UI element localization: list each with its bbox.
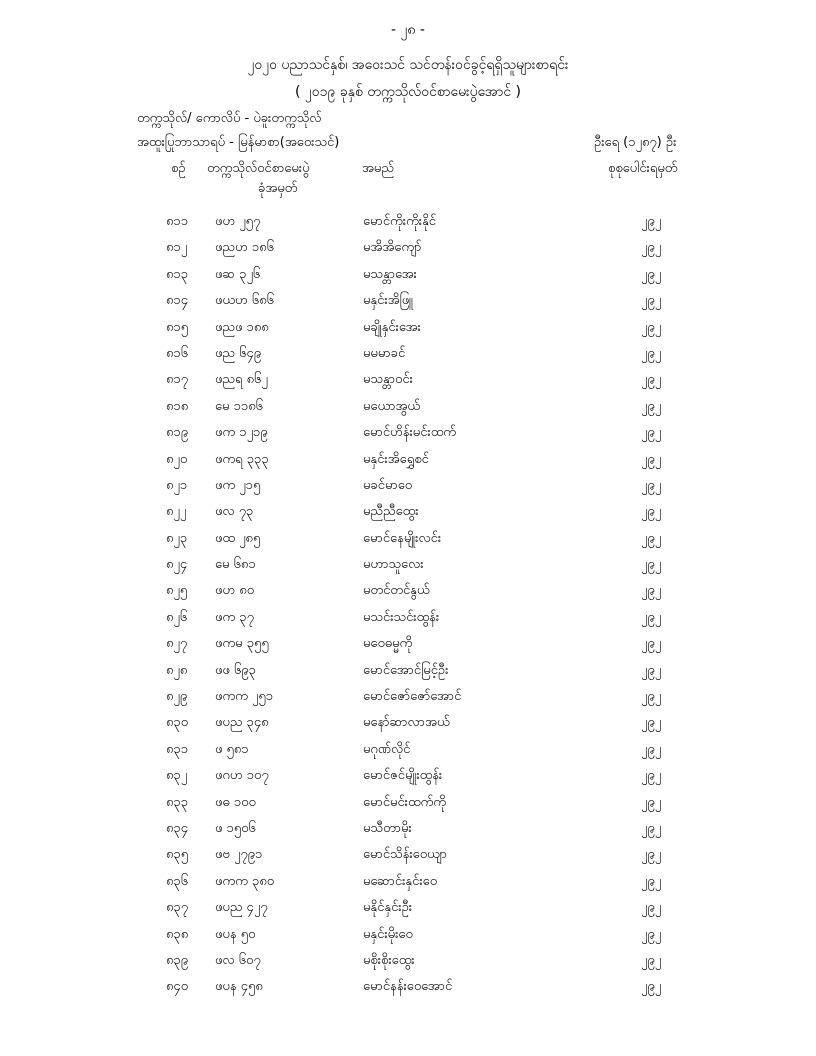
name-cell: မနော်ဆာလာအယ် bbox=[363, 715, 450, 731]
table-row bbox=[0, 949, 816, 975]
table-row bbox=[0, 764, 816, 790]
name-cell: မနိုင်နှင်းဦး bbox=[363, 900, 413, 916]
serial-cell: ၈၁၁ bbox=[166, 214, 189, 229]
total-marks-cell: ၂၉၂ bbox=[641, 266, 662, 282]
total-marks-cell: ၂၉၂ bbox=[641, 293, 662, 309]
roll-number-cell: ဖ ၅၈၁ bbox=[215, 741, 249, 757]
serial-cell: ၈၃၃ bbox=[166, 794, 189, 810]
name-cell: မညီညီထွေး bbox=[363, 504, 419, 520]
serial-cell: ၈၂၉ bbox=[166, 689, 188, 705]
table-row bbox=[0, 896, 816, 922]
table-row bbox=[0, 342, 816, 368]
roll-number-cell: ဖလ ၇၃ bbox=[215, 504, 254, 520]
serial-cell: ၈၁၅ bbox=[166, 319, 189, 335]
table-row bbox=[0, 975, 816, 1001]
table-row bbox=[0, 817, 816, 843]
total-marks-cell: ၂၉၂ bbox=[641, 926, 662, 942]
total-marks-cell: ၂၉၂ bbox=[641, 372, 662, 388]
serial-cell: ၈၁၃ bbox=[166, 266, 189, 282]
roll-number-cell: ဖညရ ၈၆၂ bbox=[215, 372, 268, 388]
roll-number-cell: ဖပန ၄၅၈ bbox=[215, 979, 263, 995]
name-cell: မသန္တာအေး bbox=[363, 266, 417, 282]
table-row bbox=[0, 210, 816, 236]
roll-number-cell: ဖပည ၃၄၈ bbox=[215, 715, 269, 731]
serial-cell: ၈၃၂ bbox=[166, 768, 188, 784]
total-marks-cell: ၂၉၂ bbox=[641, 900, 662, 916]
name-cell: မနှင်းအိဖြူ bbox=[363, 293, 413, 309]
name-cell: မောင်မင်းထက်ကို bbox=[363, 794, 446, 810]
name-cell: မောင်နန်းဝေအောင် bbox=[363, 979, 453, 995]
name-cell: မောင်ဇော်ဇော်အောင် bbox=[363, 689, 462, 705]
table-row bbox=[0, 421, 816, 447]
roll-number-cell: ဖည ၆၄၉ bbox=[215, 345, 262, 361]
serial-cell: ၈၃၈ bbox=[166, 926, 189, 942]
table-row bbox=[0, 579, 816, 605]
name-cell: မောင်ဇင်မျိုးထွန်း bbox=[363, 768, 443, 784]
table-row bbox=[0, 448, 816, 474]
column-header-name: အမည် bbox=[362, 161, 394, 176]
total-marks-cell: ၂၉၂ bbox=[641, 768, 662, 784]
table-row bbox=[0, 606, 816, 632]
total-marks-cell: ၂၉၂ bbox=[641, 214, 662, 229]
serial-cell: ၈၁၉ bbox=[166, 425, 189, 441]
roll-number-cell: ဖ ၁၅၀၆ bbox=[215, 820, 256, 836]
serial-cell: ၈၁၂ bbox=[166, 240, 188, 256]
column-header-roll-number-line2: ခုံအမှတ် bbox=[258, 181, 298, 196]
total-count: ဦးရေ (၁၂၈၇) ဦး bbox=[594, 135, 677, 150]
total-marks-cell: ၂၉၂ bbox=[641, 820, 662, 836]
total-marks-cell: ၂၉၂ bbox=[641, 952, 662, 968]
serial-cell: ၈၂၄ bbox=[166, 557, 188, 573]
name-cell: မနှင်းအိရွှေစင် bbox=[363, 451, 429, 467]
table-row bbox=[0, 923, 816, 949]
total-marks-cell: ၂၉၂ bbox=[641, 504, 662, 520]
serial-cell: ၈၂၇ bbox=[166, 636, 188, 652]
table-row bbox=[0, 368, 816, 394]
serial-cell: ၈၁၈ bbox=[166, 398, 189, 414]
table-row bbox=[0, 527, 816, 553]
serial-cell: ၈၃၁ bbox=[166, 741, 189, 757]
total-marks-cell: ၂၉၂ bbox=[641, 662, 662, 678]
roll-number-cell: ဖညဟ ၁၈၆ bbox=[215, 240, 274, 256]
university-line: တက္ကသိုလ်/ ကောလိပ် - ပဲခူးတက္ကသိုလ် bbox=[137, 111, 322, 126]
roll-number-cell: မေ ၁၁၈၆ bbox=[215, 398, 263, 414]
total-marks-cell: ၂၉၂ bbox=[641, 847, 662, 863]
roll-number-cell: ဖဟ ၈၀ bbox=[215, 583, 255, 599]
name-cell: မယောအွယ် bbox=[363, 398, 421, 414]
roll-number-cell: ဖဆ ၃၂၆ bbox=[215, 266, 261, 282]
total-marks-cell: ၂၉၂ bbox=[641, 689, 662, 705]
document-subtitle: ( ၂၀၁၉ ခုနှစ် တက္ကသိုလ်ဝင်စာမေးပွဲအောင် ) bbox=[294, 84, 522, 100]
name-cell: မမမာခင် bbox=[363, 345, 406, 361]
serial-cell: ၈၁၇ bbox=[166, 372, 189, 388]
name-cell: မဂုဏ်လိုင် bbox=[363, 741, 411, 757]
total-marks-cell: ၂၉၂ bbox=[641, 583, 662, 599]
serial-cell: ၈၃၆ bbox=[166, 873, 189, 889]
roll-number-cell: ဖလ ၆၀၇ bbox=[215, 952, 261, 968]
roll-number-cell: ဖကက ၂၅၁ bbox=[215, 689, 274, 705]
total-marks-cell: ၂၉၂ bbox=[641, 794, 662, 810]
name-cell: မတင်တင်နွယ် bbox=[363, 583, 430, 599]
table-row bbox=[0, 711, 816, 737]
name-cell: မောင်သိန်းဝေယျာ bbox=[363, 847, 448, 863]
total-marks-cell: ၂၉၂ bbox=[641, 979, 662, 995]
results-table bbox=[0, 210, 816, 1002]
roll-number-cell: ဖက ၁၂၁၉ bbox=[215, 425, 268, 441]
serial-cell: ၈၃၇ bbox=[166, 900, 189, 916]
serial-cell: ၈၂၃ bbox=[166, 530, 188, 546]
name-cell: မချိုနှင်းအေး bbox=[363, 319, 421, 335]
roll-number-cell: ဖဓ ၁၀၀ bbox=[215, 794, 256, 810]
table-row bbox=[0, 870, 816, 896]
total-marks-cell: ၂၉၂ bbox=[641, 398, 662, 414]
total-marks-cell: ၂၉၂ bbox=[641, 557, 662, 573]
name-cell: မသန္တာဝင်း bbox=[363, 372, 413, 388]
table-row bbox=[0, 791, 816, 817]
total-marks-cell: ၂၉၂ bbox=[641, 609, 662, 625]
table-row bbox=[0, 738, 816, 764]
name-cell: မဝေဓမ္မကို bbox=[363, 636, 413, 652]
serial-cell: ၈၄၀ bbox=[166, 979, 189, 995]
table-row bbox=[0, 236, 816, 262]
document-title: ၂၀၂၀ ပညာသင်နှစ်၊ အဝေးသင် သင်တန်းဝင်ခွင့်ရရှိသူများစာရင်း bbox=[247, 57, 569, 73]
serial-cell: ၈၂၀ bbox=[166, 451, 188, 467]
name-cell: မောင်နေမျိုးလင်း bbox=[363, 530, 442, 546]
roll-number-cell: ဖဗ ၂၇၉၁ bbox=[215, 847, 263, 863]
total-marks-cell: ၂၉၂ bbox=[641, 240, 662, 256]
name-cell: မစိုးစိုးထွေး bbox=[363, 952, 415, 968]
specialization-line: အထူးပြုဘာသာရပ် - မြန်မာစာ(အဝေးသင်) bbox=[137, 135, 340, 150]
serial-cell: ၈၁၄ bbox=[166, 293, 189, 309]
serial-cell: ၈၂၅ bbox=[166, 583, 188, 599]
total-marks-cell: ၂၉၂ bbox=[641, 345, 662, 361]
serial-cell: ၈၃၉ bbox=[166, 952, 189, 968]
roll-number-cell: ဖဟ ၂၅၇ bbox=[215, 214, 261, 229]
roll-number-cell: ဖယဟ ၆၈၆ bbox=[215, 293, 274, 309]
total-marks-cell: ၂၉၂ bbox=[641, 636, 662, 652]
total-marks-cell: ၂၉၂ bbox=[641, 477, 662, 493]
page-number: - ၂၈ - bbox=[391, 22, 425, 38]
total-marks-cell: ၂၉၂ bbox=[641, 451, 662, 467]
roll-number-cell: ဖထ ၂၈၅ bbox=[215, 530, 261, 546]
serial-cell: ၈၃၄ bbox=[166, 820, 189, 836]
roll-number-cell: ဖပန ၅၀ bbox=[215, 926, 256, 942]
name-cell: မသီတာမိုး bbox=[363, 820, 412, 836]
serial-cell: ၈၂၁ bbox=[166, 477, 188, 493]
column-header-serial: စဉ် bbox=[171, 161, 186, 176]
table-row bbox=[0, 500, 816, 526]
name-cell: မခင်မာဝေ bbox=[363, 477, 413, 493]
table-row bbox=[0, 289, 816, 315]
serial-cell: ၈၃၀ bbox=[166, 715, 189, 731]
name-cell: မအိအိကျော် bbox=[363, 240, 422, 256]
roll-number-cell: ဖက ၂၁၅ bbox=[215, 477, 261, 493]
name-cell: မဟာသူလေး bbox=[363, 557, 424, 573]
name-cell: မောင်ကိုးကိုးနိုင် bbox=[363, 214, 437, 229]
total-marks-cell: ၂၉၂ bbox=[641, 741, 662, 757]
serial-cell: ၈၁၆ bbox=[166, 345, 189, 361]
serial-cell: ၈၂၈ bbox=[166, 662, 188, 678]
column-header-total-marks: စုစုပေါင်းရမှတ် bbox=[608, 161, 678, 176]
table-row bbox=[0, 659, 816, 685]
total-marks-cell: ၂၉၂ bbox=[641, 425, 662, 441]
table-row bbox=[0, 395, 816, 421]
roll-number-cell: ဖဖ ၆၉၃ bbox=[215, 662, 256, 678]
serial-cell: ၈၂၂ bbox=[166, 504, 187, 520]
roll-number-cell: ဖကရ ၃၃၃ bbox=[215, 451, 269, 467]
total-marks-cell: ၂၉၂ bbox=[641, 873, 662, 889]
name-cell: မောင်အောင်မြင့်ဦး bbox=[363, 662, 449, 678]
table-row bbox=[0, 685, 816, 711]
serial-cell: ၈၂၆ bbox=[166, 609, 188, 625]
name-cell: မသင်းသင်းထွန်း bbox=[363, 609, 440, 625]
column-header-roll-number: တက္ကသိုလ်ဝင်စာမေးပွဲ bbox=[207, 161, 310, 176]
name-cell: မဆောင်းနှင်းဝေ bbox=[363, 873, 437, 889]
name-cell: မောင်ဟိန်းမင်းထက် bbox=[363, 425, 457, 441]
total-marks-cell: ၂၉၂ bbox=[641, 319, 662, 335]
table-row bbox=[0, 474, 816, 500]
roll-number-cell: ဖညဖ ၁၈၈ bbox=[215, 319, 269, 335]
table-row bbox=[0, 843, 816, 869]
roll-number-cell: ဖပည ၄၂၇ bbox=[215, 900, 268, 916]
roll-number-cell: မေ ၆၈၁ bbox=[215, 557, 256, 573]
total-marks-cell: ၂၉၂ bbox=[641, 715, 662, 731]
table-row bbox=[0, 316, 816, 342]
roll-number-cell: ဖဂဟ ၁၀၇ bbox=[215, 768, 269, 784]
table-row bbox=[0, 632, 816, 658]
table-row bbox=[0, 553, 816, 579]
table-row bbox=[0, 263, 816, 289]
name-cell: မနှင်းမိုးဝေ bbox=[363, 926, 413, 942]
roll-number-cell: ဖကက ၃၈၀ bbox=[215, 873, 275, 889]
roll-number-cell: ဖက ၃၇ bbox=[215, 609, 254, 625]
serial-cell: ၈၃၅ bbox=[166, 847, 189, 863]
roll-number-cell: ဖကမ ၃၅၅ bbox=[215, 636, 269, 652]
total-marks-cell: ၂၉၂ bbox=[641, 530, 662, 546]
